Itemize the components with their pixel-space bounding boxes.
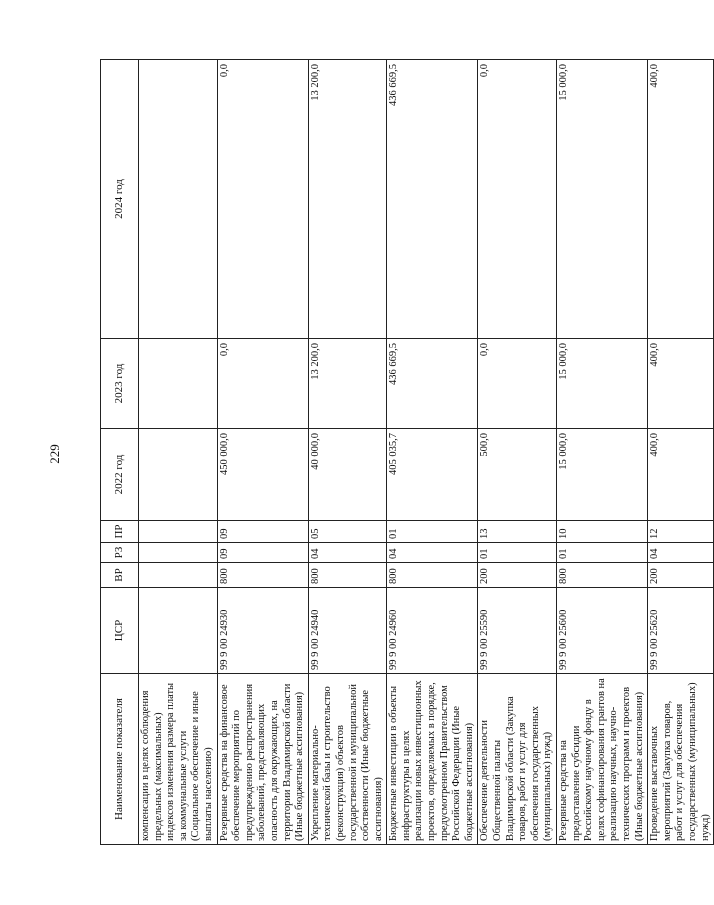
row-name: компенсации в целях соблюдения предельных (максимальных) индексов изменения размера платы за коммунальные услуги (Социальное обеспечение и иные выплаты населению) [139,674,218,845]
row-2023: 15 000,0 [557,339,648,429]
header-csr: ЦСР [101,588,139,674]
row-name: Проведение выставочных мероприятий (Закупка товаров, работ и услуг для обеспечения государственных (муниципальных) нужд) [648,674,714,845]
row-rz: 09 [217,543,308,563]
row-vr: 200 [478,563,557,588]
row-2022 [139,429,218,521]
row-pr: 05 [308,521,387,543]
header-vr: ВР [101,563,139,588]
row-rz: 04 [308,543,387,563]
row-vr [139,563,218,588]
row-2022: 40 000,0 [308,429,387,521]
row-vr: 800 [557,563,648,588]
row-2024 [139,60,218,339]
row-csr: 99 9 00 25590 [478,588,557,674]
row-csr: 99 9 00 24940 [308,588,387,674]
table-row [648,60,714,845]
row-name: Резервные средства на финансовое обеспечение мероприятий по предупреждению распространения заболеваний, представляющих опасность для окружающих, на территории Владимирской области (Иные бюджетные ассигнования) [217,674,308,845]
row-vr: 200 [648,563,714,588]
header-row [101,60,139,845]
row-vr: 800 [217,563,308,588]
row-2023: 13 200,0 [308,339,387,429]
table-row [217,60,308,845]
row-vr: 800 [387,563,478,588]
row-name: Укрепление материально-технической базы и строительство (реконструкция) объектов государственной и муниципальной собственности (Иные бюджетные ассигнования) [308,674,387,845]
row-csr: 99 9 00 24930 [217,588,308,674]
row-2022: 450 000,0 [217,429,308,521]
row-name: Резервные средства на предоставление субсидии Российскому научному фонду в целях софинансирования грантов на реализацию научных, научно-технических программ и проектов (Иные бюджетные ассигнования) [557,674,648,845]
row-2024: 15 000,0 [557,60,648,339]
row-2024: 400,0 [648,60,714,339]
row-rz [139,543,218,563]
header-pr: ПР [101,521,139,543]
budget-table [100,59,714,845]
row-pr [139,521,218,543]
table-row [139,60,218,845]
row-name: Бюджетные инвестиции в объекты инфраструктуры в целях реализации новых инвестиционных проектов, определяемых в порядке, предусмотренном Правительством Российской Федерации (Иные бюджетные ассигнования) [387,674,478,845]
row-2023: 0,0 [217,339,308,429]
page-number: 229 [47,444,62,464]
header-rz: РЗ [101,543,139,563]
row-2022: 500,0 [478,429,557,521]
row-rz: 01 [478,543,557,563]
budget-table-rotated [100,60,711,845]
row-rz: 01 [557,543,648,563]
table-row [557,60,648,845]
table-row [308,60,387,845]
row-pr: 10 [557,521,648,543]
row-2024: 13 200,0 [308,60,387,339]
row-csr: 99 9 00 24960 [387,588,478,674]
row-2024: 0,0 [217,60,308,339]
row-pr: 09 [217,521,308,543]
header-name: Наименование показателя [101,674,139,845]
header-2023: 2023 год [101,339,139,429]
header-2024: 2024 год [101,60,139,339]
table-row [387,60,478,845]
row-csr: 99 9 00 25600 [557,588,648,674]
row-2022: 405 035,7 [387,429,478,521]
row-pr: 12 [648,521,714,543]
row-pr: 01 [387,521,478,543]
row-csr: 99 9 00 25620 [648,588,714,674]
header-2022: 2022 год [101,429,139,521]
row-vr: 800 [308,563,387,588]
row-name: Обеспечение деятельности Общественной палаты Владимирской области (Закупка товаров, работ и услуг для обеспечения государственных (муниципальных) нужд) [478,674,557,845]
row-2023 [139,339,218,429]
row-2022: 400,0 [648,429,714,521]
row-pr: 13 [478,521,557,543]
table-row [478,60,557,845]
row-rz: 04 [648,543,714,563]
row-2023: 0,0 [478,339,557,429]
row-2024: 436 669,5 [387,60,478,339]
row-2024: 0,0 [478,60,557,339]
row-2023: 400,0 [648,339,714,429]
row-2022: 15 000,0 [557,429,648,521]
row-csr [139,588,218,674]
row-rz: 04 [387,543,478,563]
row-2023: 436 669,5 [387,339,478,429]
